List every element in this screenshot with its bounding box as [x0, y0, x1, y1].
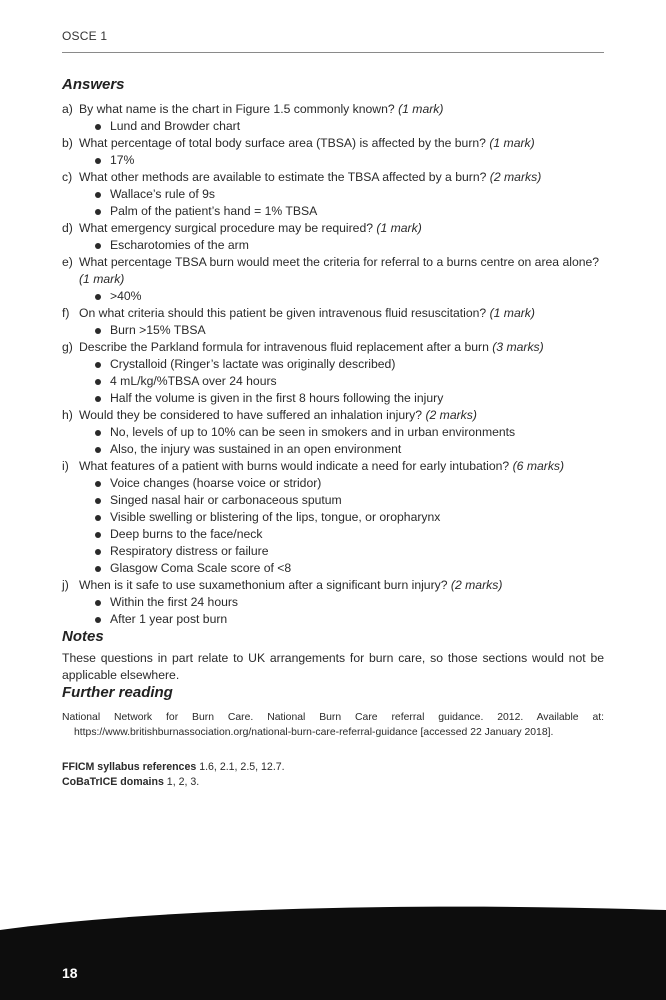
- answer-item: [93, 509, 604, 526]
- answer-item: [93, 186, 604, 203]
- question-text: By what name is the chart in Figure 1.5 commonly known?: [79, 102, 395, 116]
- page-content: [62, 76, 604, 790]
- bullet-icon: [95, 396, 101, 402]
- answer-text: Crystalloid (Ringer’s lactate was originally described): [110, 357, 396, 371]
- answer-text: Half the volume is given in the first 8 hours following the injury: [110, 391, 444, 405]
- bullet-icon: [95, 447, 101, 453]
- question-marks: (2 marks): [489, 170, 542, 184]
- answer-item: [93, 373, 604, 390]
- question-letter: e): [62, 255, 73, 269]
- question-letter: f): [62, 306, 70, 320]
- question-text: On what criteria should this patient be given intravenous fluid resuscitation?: [79, 306, 487, 320]
- answer-item: [93, 492, 604, 509]
- bullet-icon: [95, 617, 101, 623]
- answer-bullets: [79, 424, 604, 458]
- answer-item: [93, 611, 604, 628]
- answer-text: Palm of the patient’s hand = 1% TBSA: [110, 204, 318, 218]
- bullet-icon: [95, 498, 101, 504]
- bullet-icon: [95, 243, 101, 249]
- answer-item: [93, 594, 604, 611]
- bullet-icon: [95, 209, 101, 215]
- answer-text: 17%: [110, 153, 135, 167]
- answer-item: [93, 543, 604, 560]
- bullet-icon: [95, 515, 101, 521]
- answer-item: [93, 441, 604, 458]
- bullet-icon: [95, 294, 101, 300]
- answer-text: 4 mL/kg/%TBSA over 24 hours: [110, 374, 277, 388]
- footer-band-shape: [0, 907, 666, 1000]
- answer-text: Also, the injury was sustained in an open environment: [110, 442, 402, 456]
- answer-item: [93, 288, 604, 305]
- answer-text: Singed nasal hair or carbonaceous sputum: [110, 493, 342, 507]
- answer-item: [93, 118, 604, 135]
- answer-item: [93, 322, 604, 339]
- answer-item: [93, 390, 604, 407]
- question-letter: h): [62, 408, 73, 422]
- question-marks: (3 marks): [492, 340, 544, 354]
- question-letter: a): [62, 102, 73, 116]
- cobatrice-values: 1, 2, 3.: [166, 776, 200, 788]
- question-item: [62, 458, 604, 577]
- question-letter: i): [62, 459, 69, 473]
- answer-item: [93, 526, 604, 543]
- footer-band: [0, 900, 666, 1000]
- running-head: OSCE 1: [62, 29, 108, 43]
- question-marks: (1 mark): [79, 272, 125, 286]
- syllabus-references: [62, 760, 604, 790]
- answer-text: Burn >15% TBSA: [110, 323, 206, 337]
- answer-text: After 1 year post burn: [110, 612, 228, 626]
- question-item: [62, 339, 604, 407]
- fficm-line: [62, 760, 604, 775]
- question-text: What percentage TBSA burn would meet the criteria for referral to a burns centre on area alone?: [79, 255, 600, 269]
- answer-text: Voice changes (hoarse voice or stridor): [110, 476, 322, 490]
- question-marks: (2 marks): [450, 578, 503, 592]
- question-marks: (1 mark): [376, 221, 422, 235]
- question-marks: (1 mark): [489, 136, 535, 150]
- answer-bullets: [79, 288, 604, 305]
- fficm-values: 1.6, 2.1, 2.5, 12.7.: [199, 761, 285, 773]
- question-item: [62, 254, 604, 305]
- question-item: [62, 305, 604, 339]
- answers-list: [62, 101, 604, 628]
- answer-text: No, levels of up to 10% can be seen in smokers and in urban environments: [110, 425, 516, 439]
- question-letter: d): [62, 221, 73, 235]
- fficm-label: FFICM syllabus references: [62, 761, 197, 773]
- cobatrice-label: CoBaTrICE domains: [62, 776, 164, 788]
- answer-bullets: [79, 152, 604, 169]
- question-letter: j): [62, 578, 69, 592]
- answer-item: [93, 152, 604, 169]
- answer-bullets: [79, 594, 604, 628]
- question-text: What percentage of total body surface area (TBSA) is affected by the burn?: [79, 136, 486, 150]
- question-letter: c): [62, 170, 73, 184]
- question-marks: (2 marks): [425, 408, 477, 422]
- answer-text: Lund and Browder chart: [110, 119, 241, 133]
- answer-item: [93, 237, 604, 254]
- answer-item: [93, 424, 604, 441]
- answer-text: Escharotomies of the arm: [110, 238, 249, 252]
- question-text: Would they be considered to have suffered an inhalation injury?: [79, 408, 423, 422]
- bullet-icon: [95, 430, 101, 436]
- bullet-icon: [95, 192, 101, 198]
- bullet-icon: [95, 362, 101, 368]
- question-item: [62, 220, 604, 254]
- question-text: What features of a patient with burns would indicate a need for early intubation?: [79, 459, 510, 473]
- answer-bullets: [79, 186, 604, 220]
- answer-text: >40%: [110, 289, 142, 303]
- answer-bullets: [79, 475, 604, 577]
- further-reading-heading: Further reading: [62, 684, 173, 701]
- question-marks: (6 marks): [512, 459, 565, 473]
- answer-bullets: [79, 237, 604, 254]
- answer-text: Visible swelling or blistering of the lips, tongue, or oropharynx: [110, 510, 441, 524]
- answer-text: Deep burns to the face/neck: [110, 527, 263, 541]
- question-item: [62, 101, 604, 135]
- header-rule: [62, 52, 604, 53]
- answer-item: [93, 560, 604, 577]
- question-text: What emergency surgical procedure may be required?: [79, 221, 373, 235]
- bullet-icon: [95, 549, 101, 555]
- bullet-icon: [95, 481, 101, 487]
- notes-text: These questions in part relate to UK arrangements for burn care, so those sections would not be applicable elsewhere.: [62, 651, 604, 682]
- bullet-icon: [95, 328, 101, 334]
- answer-text: Within the first 24 hours: [110, 595, 239, 609]
- reference-entry: National Network for Burn Care. National Burn Care referral guidance. 2012. Available at: https://www.britishburnassociation.org/national-burn-care-referral-guidance [accessed 22 January 2018].: [62, 712, 604, 738]
- question-item: [62, 169, 604, 220]
- question-marks: (1 mark): [489, 306, 535, 320]
- bullet-icon: [95, 124, 101, 130]
- bullet-icon: [95, 566, 101, 572]
- bullet-icon: [95, 158, 101, 164]
- answer-item: [93, 356, 604, 373]
- answer-bullets: [79, 118, 604, 135]
- question-item: [62, 407, 604, 458]
- answer-item: [93, 475, 604, 492]
- answers-heading: Answers: [62, 76, 125, 93]
- question-text: When is it safe to use suxamethonium after a significant burn injury?: [79, 578, 448, 592]
- bullet-icon: [95, 379, 101, 385]
- question-item: [62, 135, 604, 169]
- answer-bullets: [79, 356, 604, 407]
- answer-bullets: [79, 322, 604, 339]
- question-letter: b): [62, 136, 73, 150]
- page-number: 18: [62, 965, 78, 981]
- answer-item: [93, 203, 604, 220]
- notes-heading: Notes: [62, 628, 104, 645]
- answer-text: Respiratory distress or failure: [110, 544, 269, 558]
- cobatrice-line: [62, 775, 604, 790]
- bullet-icon: [95, 600, 101, 606]
- question-letter: g): [62, 340, 73, 354]
- question-text: What other methods are available to estimate the TBSA affected by a burn?: [79, 170, 487, 184]
- question-marks: (1 mark): [398, 102, 444, 116]
- question-item: [62, 577, 604, 628]
- bullet-icon: [95, 532, 101, 538]
- answer-text: Glasgow Coma Scale score of <8: [110, 561, 292, 575]
- question-text: Describe the Parkland formula for intravenous fluid replacement after a burn: [79, 340, 489, 354]
- answer-text: Wallace’s rule of 9s: [110, 187, 215, 201]
